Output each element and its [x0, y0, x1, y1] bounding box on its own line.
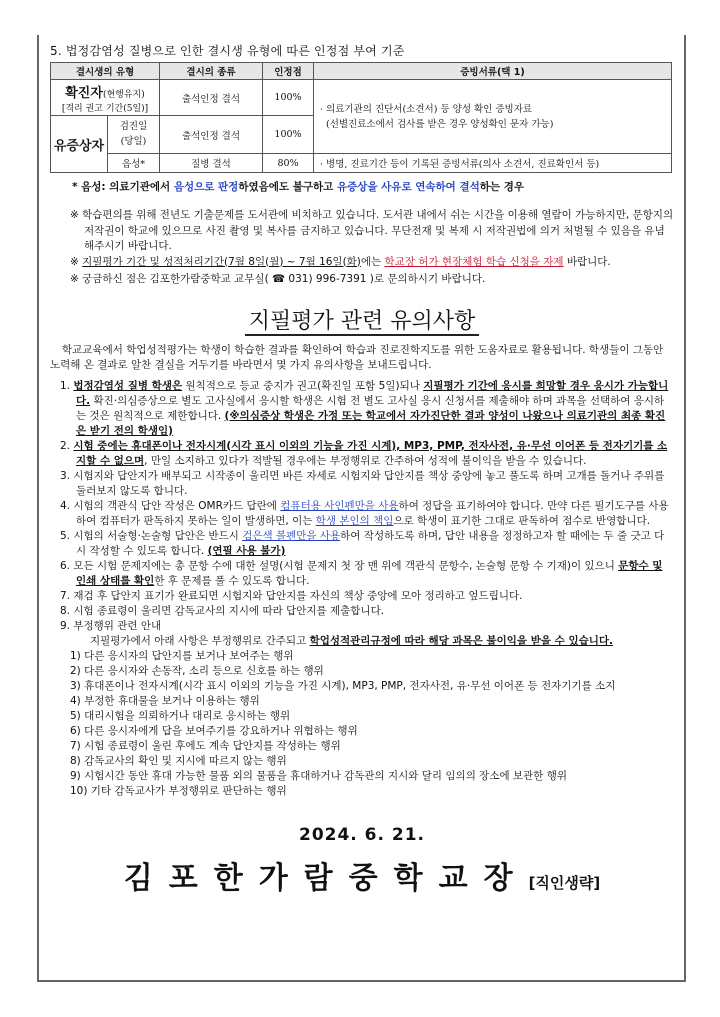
doc-cell-1	[314, 80, 672, 154]
absence-criteria-table	[50, 62, 672, 173]
notice-library: ※ 학습편의를 위해 전년도 기출문제를 도서관에 비치하고 있습니다. 도서관 내에서 쉬는 시간을 이용해 열람이 가능하지만, 문항지의 저작권이 학교에 있으므로 사진 촬영 및 복사를 금지하고 있습니다. 무단전재 및 복제 시 저작권법에 의거 처벌될 수 있음을 유념해주시기 바랍니다.	[70, 209, 674, 252]
seal-omitted: [직인생략]	[528, 873, 601, 892]
page-title: 지필평가 관련 유의사항	[50, 304, 674, 335]
confirmed-score: 100%	[263, 80, 314, 116]
confirmed-kind: 출석인정 결석	[160, 80, 263, 116]
rule-9-desc: 지필평가에서 아래 사항은 부정행위로 간주되고 학업성적관리규정에 따라 해당 과목은 불이익을 받을 수 있습니다.	[90, 634, 613, 647]
symptom-sub-2: 음성*	[121, 158, 146, 170]
rule-7: 7. 재검 후 답안지 표기가 완료되면 시험지와 답안지를 자신의 책상 중앙에 모아 정리하고 엎드립니다.	[60, 589, 523, 602]
cheating-item: 10) 기타 감독교사가 부정행위로 판단하는 행위	[70, 784, 287, 797]
cheating-item: 6) 다른 응시자에게 답을 보여주기를 강요하거나 위협하는 행위	[70, 724, 358, 737]
symptom-name: 유증상자	[51, 116, 108, 172]
rule-9: 9. 부정행위 관련 안내	[60, 619, 162, 632]
doc2: · 병명, 진료기간 등이 기록된 증빙서류(의사 소견서, 진료확인서 등)	[314, 154, 672, 173]
cheating-item: 2) 다른 응시자와 손동작, 소리 등으로 신호를 하는 행위	[70, 664, 324, 677]
negative-note: * 음성: 의료기관에서 음성으로 판정하였음에도 불구하고 유증상을 사유로 연속하여 결석하는 경우	[72, 181, 524, 193]
cheating-items	[50, 649, 674, 799]
section5-title: 5. 법정감염성 질병으로 인한 결시생 유형에 따른 인정점 부여 기준	[50, 44, 405, 58]
cheating-item: 4) 부정한 휴대물을 보거나 이용하는 행위	[70, 694, 260, 707]
cheating-item: 7) 시험 종료령이 울린 후에도 계속 답안지를 작성하는 행위	[70, 739, 341, 752]
symptom-kind-2: 질병 결석	[160, 154, 263, 173]
notice-field-trip: ※ 지필평가 기간 및 성적처리기간(7월 8일(월) ~ 7월 16일(화)에는 학교장 허가 현장체험 학습 신청을 자제 바랍니다.	[70, 255, 611, 268]
symptom-score-2: 80%	[263, 154, 314, 173]
header-docs: 증빙서류(택 1)	[314, 63, 672, 80]
header-type: 결시생의 유형	[51, 63, 160, 80]
cheating-item: 9) 시험시간 동안 휴대 가능한 물품 외의 물품을 휴대하거나 감독관의 지시와 달리 임의의 장소에 보관한 행위	[70, 769, 567, 782]
rule-4: 4. 시험의 객관식 답안 작성은 OMR카드 답란에 컴퓨터용 사인펜만을 사용하여 정답을 표기하여야 합니다. 만약 다른 필기도구를 사용하여 컴퓨터가 판독하지 못하는 일이 발생하면, 이는 학생 본인의 책임으로 학생이 표기한 그대로 판독하여 점수로 반영합니다.	[60, 499, 669, 527]
cheating-item: 3) 휴대폰이나 전자시계(시각 표시 이외의 기능을 가진 시계), MP3, PMP, 전자사전, 유·무선 이어폰 등 전자기기를 소지	[70, 679, 616, 692]
rule-2: 2. 시험 중에는 휴대폰이나 전자시계(시각 표시 이외의 기능을 가진 시계), MP3, PMP, 전자사전, 유·무선 이어폰 등 전자기기를 소지할 수 없으며, 만일 소지하고 있다가 적발될 경우에는 부정행위로 간주하여 성적에 불이익을 받을 수 있습니다.	[60, 439, 668, 467]
symptom-type-cell	[51, 116, 160, 173]
cheating-item: 5) 대리시험을 의뢰하거나 대리로 응시하는 행위	[70, 709, 291, 722]
symptom-kind-1: 출석인정 결석	[160, 116, 263, 154]
principal-signature: 김포한가람중학교장[직인생략]	[123, 860, 601, 896]
intro-paragraph: 학교교육에서 학업성적평가는 학생이 학습한 결과를 확인하여 학습과 진로진학지도를 위한 도움자료로 활용됩니다. 학생들이 그동안 노력해 온 결과로 알찬 결실을 거두기를 바라면서 몇 가지 유의사항을 보내드립니다.	[50, 343, 664, 371]
document-body	[50, 42, 674, 897]
confirmed-type-cell	[51, 80, 160, 116]
doc1b: (선별진료소에서 검사를 받은 경우 양성확인 문자 가능)	[326, 118, 554, 130]
confirmed-name: 확진자	[65, 85, 103, 101]
document-date: 2024. 6. 21.	[298, 824, 425, 845]
header-score: 인정점	[263, 63, 314, 80]
rule-1: 1. 법정감염성 질병 학생은 원칙적으로 등교 중지가 권고(확진일 포함 5일)되나 지필평가 기간에 응시를 희망할 경우 응시가 가능합니다. 확진·의심증상으로 별도 고사실에서 응시할 학생은 시험 전 별도 고사실 응시 신청서를 제출해야 하며 과목을 선택하여 응시하는 것은 원칙적으로 제한합니다. (※의심증상 학생은 가정 또는 학교에서 자가진단한 결과 양성이 나왔으나 의료기관의 최종 확진은 받기 전의 학생임)	[60, 379, 669, 437]
confirmed-name-sub: (현행유지)	[102, 89, 145, 100]
rule-6: 6. 모든 시험 문제지에는 총 문항 수에 대한 설명(시험 문제지 첫 장 맨 위에 객관식 문항수, 논술형 문항 수 기재)이 있으니 문항수 및 인쇄 상태를 확인한 후 문제를 풀 수 있도록 합니다.	[60, 559, 663, 587]
cheating-item: 8) 감독교사의 확인 및 지시에 따르지 않는 행위	[70, 754, 287, 767]
rules-list	[50, 379, 674, 634]
symptom-score-1: 100%	[263, 116, 314, 154]
notice-contact: ※ 궁금하신 점은 김포한가람중학교 교무실( ☎ 031) 996-7391 )로 문의하시기 바랍니다.	[70, 273, 486, 285]
rule-3: 3. 시험지와 답안지가 배부되고 시작종이 울리면 바른 자세로 시험지와 답안지를 책상 중앙에 놓고 풀도록 하며 고개를 돌거나 주위를 둘러보지 않도록 합니다.	[60, 469, 665, 497]
rule-8: 8. 시험 종료령이 울리면 감독교사의 지시에 따라 답안지를 제출합니다.	[60, 604, 385, 617]
header-kind: 결시의 종류	[160, 63, 263, 80]
rule-5: 5. 시험의 서술형·논술형 답안은 반드시 검은색 볼펜만을 사용하여 작성하도록 하며, 답안 내용을 정정하고자 할 때에는 두 줄 긋고 다시 작성할 수 있도록 합니다. (연필 사용 불가)	[60, 529, 665, 557]
symptom-sub-1: 검진일 (당일)	[108, 116, 160, 153]
doc1: · 의료기관의 진단서(소견서) 등 양성 확인 증빙자료	[320, 103, 533, 115]
cheating-item: 1) 다른 응시자의 답안지를 보거나 보여주는 행위	[70, 649, 294, 662]
confirmed-sub: [격리 권고 기간(5일)]	[61, 103, 149, 114]
